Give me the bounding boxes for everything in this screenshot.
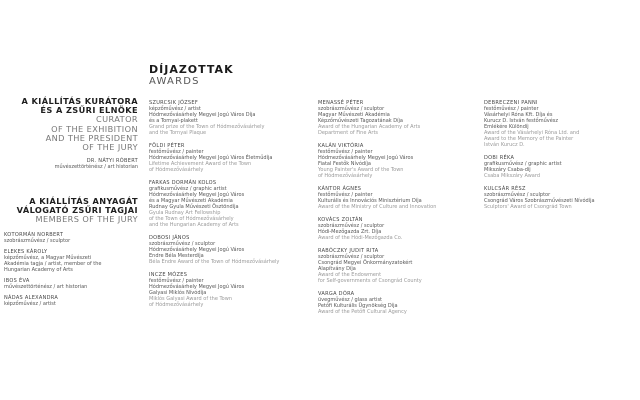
award-line: Emlékére Különdíj (484, 124, 529, 130)
jury-title-hu-2: VÁLOGATÓ ZSŰRI TAGJAI (16, 205, 138, 216)
awardee-name: INCZE MÓZES (149, 272, 188, 278)
award-entry (149, 100, 299, 136)
jury-title-en-1: MEMBERS OF THE JURY (35, 214, 138, 225)
award-line: Endre Béla Mesterdíja (149, 253, 204, 259)
award-entry (318, 100, 468, 136)
award-line: Képzőművészeti Tagozatának Díja (318, 118, 403, 124)
award-line-en: Gyula Rudnay Art Fellowship (149, 210, 221, 216)
award-line: szobrászművész / sculptor (318, 223, 385, 229)
heading-en: AWARDS (149, 76, 200, 87)
award-line-en: Award of the Endowment (318, 272, 382, 278)
award-line-en: Award to the Memory of the Painter (484, 136, 574, 142)
award-entry (149, 180, 299, 228)
award-line-en: of Hódmezővásárhely (149, 167, 204, 173)
awardee-name: KÁNTOR ÁGNES (318, 186, 362, 192)
award-entry (318, 143, 468, 179)
award-line: Hódmezővásárhely Megyei Jogú Város Díja (149, 112, 256, 118)
award-line-en: Béla Endre Award of the Town of Hódmezővásárhely (149, 259, 280, 265)
awardee-name: KULCSÁR RÉSZ (484, 186, 526, 192)
award-line-en: Award of the Ministry of Culture and Innovation (318, 204, 437, 210)
jury-member-line: Hungarian Academy of Arts (4, 266, 73, 273)
jury-member (4, 278, 138, 290)
award-line: Csongrád Város Szobrászművészeti Nívódíja (484, 198, 595, 204)
awardee-name: FÖLDI PÉTER (149, 143, 185, 149)
award-line: üvegművész / glass artist (318, 297, 383, 303)
award-line: Kulturális és Innovációs Minisztérium Díja (318, 198, 422, 204)
curator-title-hu-1: A KIÁLLÍTÁS KURÁTORA (21, 96, 138, 106)
award-line: Hódmezővásárhely Megyei Jogú Város (149, 247, 245, 253)
award-line-en: Award of the Petőfi Cultural Agency (318, 309, 407, 315)
award-line-en: and the Tornyai Plaque (149, 130, 207, 136)
awardee-name: RABÓCZKY JUDIT RITA (318, 248, 379, 254)
awards-column-3 (484, 100, 634, 217)
jury-member (4, 295, 138, 307)
award-line: képzőművész / artist (149, 106, 201, 112)
jury-member (4, 232, 138, 244)
award-line-en: Lifetime Achievement Award of the Town (149, 161, 252, 167)
heading-hu: DÍJAZOTTAK (149, 63, 234, 76)
jury-member-name: KOTORMÁN NORBERT (4, 231, 64, 238)
award-line-en: of Hódmezővásárhely (149, 302, 204, 308)
award-entry (484, 155, 634, 179)
award-entry (149, 272, 299, 308)
award-line-en: of the Town of Hódmezővásárhely (149, 216, 234, 222)
awards-column-2 (318, 100, 468, 322)
award-line-en: István Kurucz D. (484, 142, 525, 148)
award-line-en: Young Painter's Award of the Town (318, 167, 404, 173)
award-line: Alapítvány Díja (318, 266, 356, 272)
awardee-name: DOBI RÉKA (484, 155, 515, 161)
award-line-en: Miklós Galyasi Award of the Town (149, 296, 233, 302)
award-entry (318, 291, 468, 315)
jury-section (4, 197, 138, 312)
curator-person (4, 158, 138, 170)
awardee-name: KALÁN VIKTÓRIA (318, 143, 364, 149)
jury-member-line: művészettörténész / art historian (4, 283, 88, 290)
award-line: Hódmezővásárhely Megyei Jogú Város (149, 192, 245, 198)
award-line: Magyar Művészeti Akadémia (318, 112, 390, 118)
award-line-en: Grand prize of the Town of Hódmezővásárhely (149, 124, 265, 130)
jury-members (4, 232, 138, 307)
award-line: Hódmezővásárhely Megyei Jogú Város (318, 155, 414, 161)
awardee-name: KOVÁCS ZOLTÁN (318, 217, 363, 223)
awardee-name: SZURCSIK JÓZSEF (149, 100, 199, 106)
award-line-en: Csaba Mikszáry Award (484, 173, 540, 179)
award-entry (318, 186, 468, 210)
award-line: festőművész / painter (318, 149, 373, 155)
award-line: Mikszáry Csaba-díj (484, 167, 531, 173)
jury-title-hu-1: A KIÁLLÍTÁS ANYAGÁT (29, 196, 138, 206)
jury-member-name: NÁDAS ALEXANDRA (4, 294, 59, 301)
awardee-name: FARKAS DORMÁN KOLOS (149, 180, 217, 186)
curator-section (4, 97, 138, 170)
award-line: szobrászművész / sculptor (318, 254, 385, 260)
award-entry (484, 100, 634, 148)
jury-member-line: szobrászművész / sculptor (4, 237, 71, 244)
award-line-en: Department of Fine Arts (318, 130, 379, 136)
award-line-en: of Hódmezővásárhely (318, 173, 373, 179)
jury-member-name: ELEKES KÁROLY (4, 248, 48, 255)
award-line: grafikusművész / graphic artist (149, 186, 227, 192)
award-line-en: for Self-governments of Csongrád County (318, 278, 422, 284)
award-line-en: Sculptors' Award of Csongrád Town (484, 204, 572, 210)
award-entry (149, 235, 299, 265)
award-line: Hódi-Mezőgazda Zrt. Díja (318, 229, 382, 235)
award-entry (318, 217, 468, 241)
jury-member-line: Akadémia tagja / artist, member of the (4, 260, 102, 267)
curator-title-hu-2: ÉS A ZSŰRI ELNÖKE (40, 105, 138, 116)
award-line-en: and the Hungarian Academy of Arts (149, 222, 239, 228)
award-line: Fiatal Festők Nívódíja (318, 161, 371, 167)
award-entry (318, 248, 468, 284)
award-line: festőművész / painter (318, 192, 373, 198)
award-line: grafikusművész / graphic artist (484, 161, 562, 167)
awardee-name: MENASSÉ PÉTER (318, 100, 364, 106)
curator-name: DR. NÁTYI RÓBERT (86, 158, 138, 165)
award-line-en: Award of the Hódi-Mezőgazda Co. (318, 235, 403, 241)
award-entry (484, 186, 634, 210)
award-line: festőművész / painter (149, 149, 204, 155)
award-line: szobrászművész / sculptor (318, 106, 385, 112)
award-line: szobrászművész / sculptor (149, 241, 216, 247)
jury-member-line: képzőművész, a Magyar Művészeti (4, 254, 92, 261)
award-line: festőművész / painter (149, 278, 204, 284)
awards-heading (149, 64, 234, 88)
awardee-name: VARGA DÓRA (318, 291, 355, 297)
award-line: Vásárhelyi Róna Kft. Díja és (484, 112, 553, 118)
award-line: Rudnay Gyula Művészeti Ösztöndíja (149, 204, 239, 210)
award-line-en: Award of the Vásárhelyi Róna Ltd. and (484, 130, 580, 136)
awardee-name: DEBRECZENI PANNI (484, 100, 538, 106)
jury-member-line: képzőművész / artist (4, 300, 56, 307)
curator-title-en-1: CURATOR (96, 114, 138, 125)
awards-column-1 (149, 100, 299, 315)
curator-title-en-3: AND THE PRESIDENT (45, 132, 138, 143)
award-line: Hódmezővásárhely Megyei Jogú Város (149, 284, 245, 290)
award-line-en: Award of the Hungarian Academy of Arts (318, 124, 421, 130)
award-line: Galyasi Miklós Nívódíja (149, 290, 207, 296)
curator-title-en-4: OF THE JURY (82, 142, 138, 153)
awardee-name: DOBOSI JÁNOS (149, 235, 190, 241)
jury-member (4, 249, 138, 273)
award-line: szobrászművész / sculptor (484, 192, 551, 198)
curator-title-en-2: OF THE EXHIBITION (51, 123, 138, 134)
award-line: és a Tornyai-plakett (149, 118, 198, 124)
award-line: Kurucz D. István festőművész (484, 118, 559, 124)
award-entry (149, 143, 299, 173)
award-line: és a Magyar Művészeti Akadémia (149, 198, 233, 204)
award-line: festőművész / painter (484, 106, 539, 112)
jury-member-name: IBOS ÉVA (4, 277, 30, 284)
award-line: Petőfi Kulturális Ügynökség Díja (318, 303, 398, 309)
curator-role: művészettörténész / art historian (54, 164, 138, 171)
award-line: Hódmezővásárhely Megyei Jogú Város Életműdíja (149, 155, 273, 161)
award-line: Csongrád Megyei Önkormányzatokért (318, 260, 413, 266)
